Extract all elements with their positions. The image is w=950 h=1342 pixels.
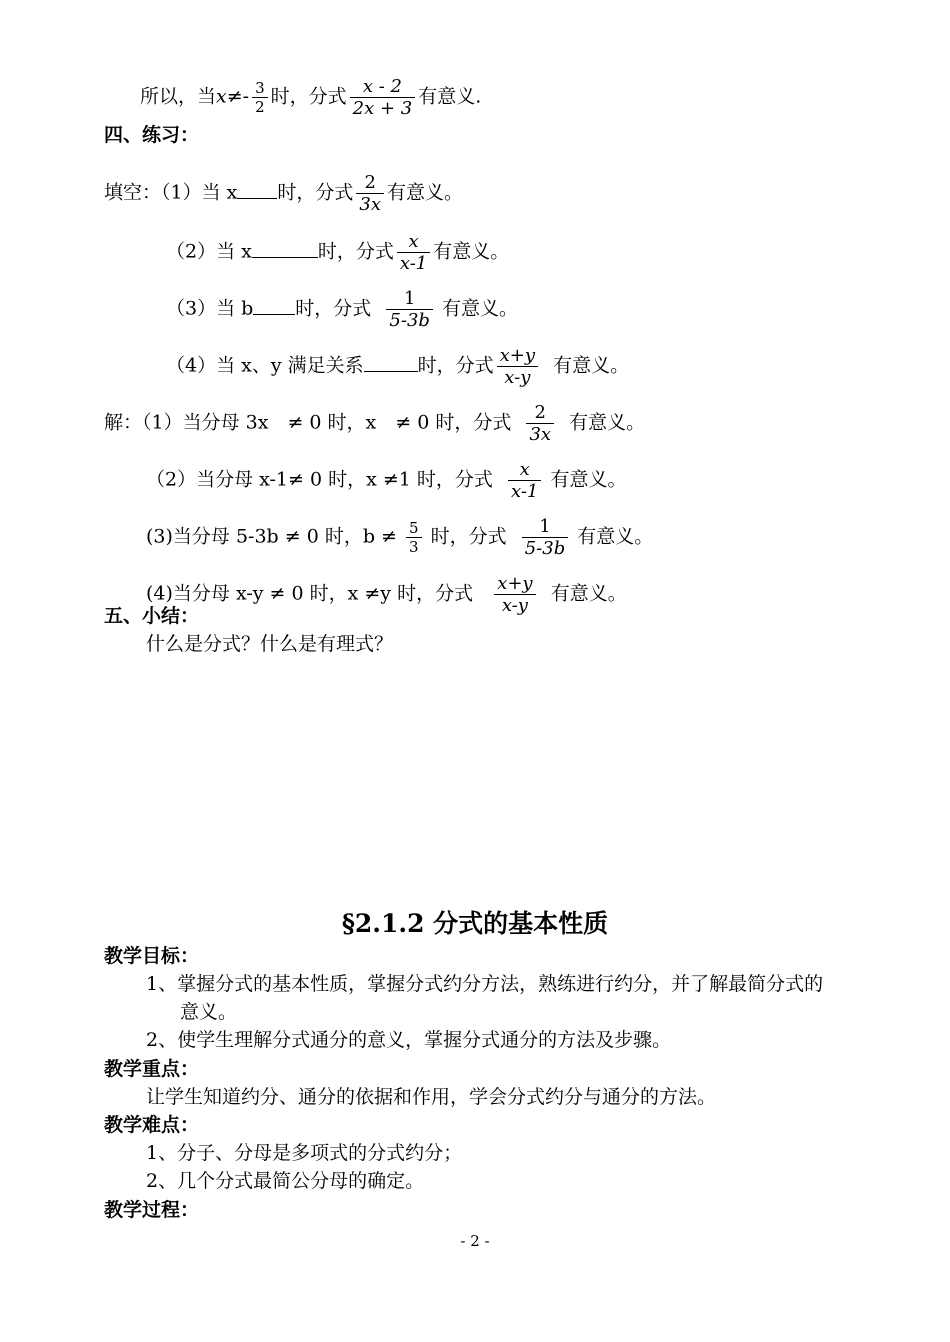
fraction: $\frac{x+y}{x-y}$ xyxy=(494,573,535,616)
conclusion-line: 所以，当x≠- $\frac{3}{2}$ 时，分式 $\frac{x - 2}{2x + 3}$ 有意义. xyxy=(140,76,482,119)
fraction: $\frac{x}{x-1}$ xyxy=(508,459,541,502)
fill-q1: 填空：（1）当 x 时，分式 $\frac{2}{3x}$ 有意义。 xyxy=(104,172,463,215)
fraction: $\frac{x - 2}{2x + 3}$ xyxy=(350,76,416,119)
fraction: $\frac{1}{5-3b}$ xyxy=(522,516,569,559)
focus-text: 让学生知道约分、通分的依据和作用，学会分式约分与通分的方法。 xyxy=(146,1086,717,1108)
difficulty-1: 1、分子、分母是多项式的分式约分； xyxy=(146,1142,463,1164)
blank[interactable] xyxy=(237,180,277,199)
solution-1: 解：（1）当分母 3x ≠ 0 时，x ≠ 0 时，分式 $\frac{2}{3x}$ 有意义。 xyxy=(104,402,646,445)
blank[interactable] xyxy=(364,353,418,372)
goal-2: 2、使学生理解分式通分的意义，掌握分式通分的方法及步骤。 xyxy=(146,1029,672,1051)
variable: x xyxy=(216,85,227,108)
fraction: $\frac{2}{3x}$ xyxy=(356,172,384,215)
fraction: $\frac{x}{x-1}$ xyxy=(397,231,430,274)
summary-text: 什么是分式？什么是有理式？ xyxy=(146,633,394,655)
solution-4: (4)当分母 x-y ≠ 0 时，x ≠y 时，分式 $\frac{x+y}{x-y}$ 有意义。 xyxy=(146,573,627,616)
page-number: - 2 - xyxy=(460,1232,490,1250)
fraction: $\frac{3}{2}$ xyxy=(252,79,268,116)
solution-3: (3)当分母 5-3b ≠ 0 时，b ≠ $\frac{5}{3}$ 时，分式 $\frac{1}{5-3b}$ 有意义。 xyxy=(146,516,654,559)
goals-heading: 教学目标： xyxy=(104,945,200,967)
section-heading-summary: 五、小结： xyxy=(104,605,200,627)
difficulty-2: 2、几个分式最简公分母的确定。 xyxy=(146,1170,425,1192)
lesson-title: §2.1.2 分式的基本性质 xyxy=(341,909,609,938)
process-heading: 教学过程： xyxy=(104,1199,200,1221)
fraction: $\frac{1}{5-3b}$ xyxy=(386,288,433,331)
fraction: $\frac{2}{3x}$ xyxy=(526,402,554,445)
goal-1-line-1: 1、掌握分式的基本性质，掌握分式约分方法，熟练进行约分，并了解最简分式的 xyxy=(146,973,824,995)
fill-q4: （4）当 x、y 满足关系 时，分式 $\frac{x+y}{x-y}$ 有意义。 xyxy=(166,345,630,388)
fill-q3: （3）当 b 时，分式 $\frac{1}{5-3b}$ 有意义。 xyxy=(166,288,518,331)
focus-heading: 教学重点： xyxy=(104,1058,200,1080)
blank[interactable] xyxy=(252,239,318,258)
difficulty-heading: 教学难点： xyxy=(104,1114,200,1136)
blank[interactable] xyxy=(253,296,295,315)
fraction: $\frac{5}{3}$ xyxy=(406,519,422,556)
goal-1-line-2: 意义。 xyxy=(180,1001,238,1023)
fraction: $\frac{x+y}{x-y}$ xyxy=(497,345,538,388)
section-heading-practice: 四、练习： xyxy=(104,124,200,146)
fill-q2: （2）当 x 时，分式 $\frac{x}{x-1}$ 有意义。 xyxy=(166,231,510,274)
solution-2: （2）当分母 x-1≠ 0 时，x ≠1 时，分式 $\frac{x}{x-1}$ 有意义。 xyxy=(146,459,627,502)
